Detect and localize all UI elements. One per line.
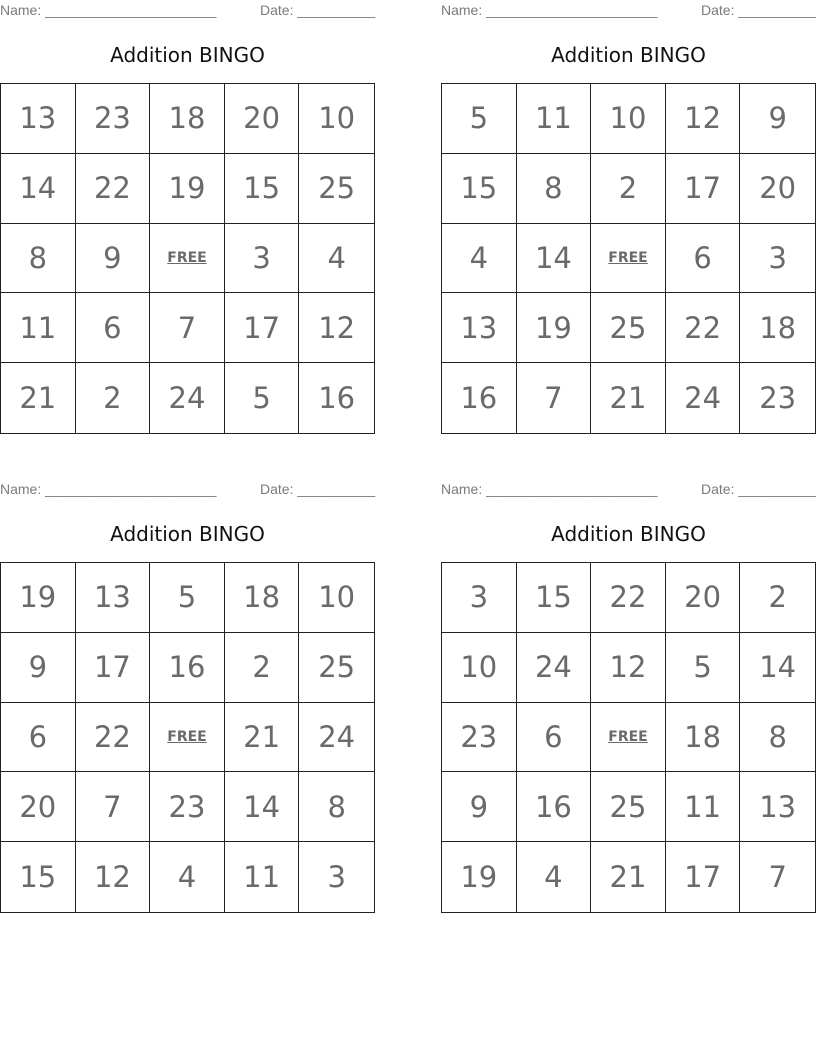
bingo-cell[interactable]: 16 <box>150 633 225 703</box>
bingo-cell[interactable]: 6 <box>1 703 76 773</box>
bingo-cell[interactable]: 4 <box>517 842 592 912</box>
bingo-cell[interactable]: 14 <box>225 772 300 842</box>
bingo-cell[interactable]: 6 <box>517 703 592 773</box>
bingo-cell[interactable]: 15 <box>225 154 300 224</box>
bingo-cell[interactable]: 18 <box>150 84 225 154</box>
bingo-grid <box>441 562 816 913</box>
bingo-cell[interactable]: 3 <box>225 224 300 294</box>
date-field-label: Date: __________ <box>701 481 816 497</box>
name-field-label: Name: ______________________ <box>0 481 217 497</box>
bingo-cell[interactable]: 10 <box>442 633 517 703</box>
name-field-label: Name: ______________________ <box>441 2 658 18</box>
bingo-cell[interactable]: 9 <box>1 633 76 703</box>
bingo-cell[interactable]: 13 <box>1 84 76 154</box>
bingo-cell[interactable]: 15 <box>442 154 517 224</box>
bingo-cell[interactable]: 10 <box>591 84 666 154</box>
bingo-cell[interactable]: 19 <box>1 563 76 633</box>
bingo-cell[interactable]: 19 <box>150 154 225 224</box>
bingo-cell[interactable]: 7 <box>76 772 151 842</box>
bingo-cell[interactable]: 5 <box>442 84 517 154</box>
bingo-cell[interactable]: 14 <box>1 154 76 224</box>
date-field-label: Date: __________ <box>260 481 376 497</box>
bingo-cell[interactable]: 3 <box>327 860 346 895</box>
bingo-cell[interactable]: 13 <box>442 293 517 363</box>
bingo-cell[interactable]: 9 <box>442 772 517 842</box>
bingo-cell[interactable]: 3 <box>442 563 517 633</box>
bingo-cell[interactable]: 21 <box>591 842 666 912</box>
free-space-cell[interactable]: FREE <box>591 703 666 773</box>
bingo-cell[interactable]: 8 <box>740 703 815 773</box>
card-title: Addition BINGO <box>110 43 265 67</box>
bingo-cell[interactable]: 18 <box>666 703 741 773</box>
bingo-cell[interactable]: 14 <box>740 633 815 703</box>
bingo-cell[interactable]: 17 <box>666 154 741 224</box>
bingo-cell[interactable]: 6 <box>76 293 151 363</box>
bingo-cell[interactable]: 13 <box>76 563 151 633</box>
bingo-card <box>0 0 375 430</box>
bingo-cell[interactable]: 8 <box>1 224 76 294</box>
card-title: Addition BINGO <box>551 43 706 67</box>
bingo-cell[interactable]: 4 <box>150 842 225 912</box>
free-space-cell[interactable]: FREE <box>150 224 225 294</box>
bingo-cell[interactable]: 11 <box>1 293 76 363</box>
bingo-card <box>0 479 375 909</box>
bingo-card <box>441 479 816 909</box>
bingo-cell[interactable]: 2 <box>740 563 815 633</box>
bingo-cell[interactable]: 21 <box>591 363 666 433</box>
bingo-cell[interactable]: 16 <box>318 381 356 416</box>
bingo-cell[interactable]: 9 <box>76 224 151 294</box>
bingo-cell[interactable]: 2 <box>76 363 151 433</box>
bingo-cell[interactable]: 15 <box>1 842 76 912</box>
bingo-cell[interactable]: 5 <box>666 633 741 703</box>
bingo-cell[interactable]: 11 <box>517 84 592 154</box>
bingo-cell[interactable]: 17 <box>225 293 300 363</box>
bingo-cell[interactable]: 25 <box>591 293 666 363</box>
bingo-cell[interactable]: 5 <box>225 363 300 433</box>
bingo-cell[interactable]: 15 <box>517 563 592 633</box>
bingo-cell[interactable]: 20 <box>740 154 815 224</box>
bingo-cell[interactable]: 20 <box>225 84 300 154</box>
bingo-cell[interactable]: 8 <box>517 154 592 224</box>
bingo-cell[interactable]: 23 <box>442 703 517 773</box>
bingo-cell[interactable]: 13 <box>740 772 815 842</box>
bingo-cell[interactable]: 7 <box>150 293 225 363</box>
bingo-cell[interactable]: 22 <box>666 293 741 363</box>
bingo-cell[interactable]: 12 <box>299 293 374 363</box>
bingo-cell[interactable]: 11 <box>225 842 300 912</box>
bingo-cell[interactable]: 23 <box>150 772 225 842</box>
bingo-cell[interactable]: 23 <box>759 381 797 416</box>
bingo-cell[interactable]: 19 <box>517 293 592 363</box>
bingo-cell[interactable]: 23 <box>76 84 151 154</box>
bingo-cell[interactable]: 4 <box>442 224 517 294</box>
bingo-cell[interactable]: 22 <box>76 154 151 224</box>
bingo-cell[interactable]: 12 <box>666 84 741 154</box>
bingo-cell[interactable]: 2 <box>225 633 300 703</box>
bingo-cell[interactable]: 21 <box>225 703 300 773</box>
bingo-cell[interactable]: 5 <box>150 563 225 633</box>
bingo-cell[interactable]: 25 <box>299 633 374 703</box>
bingo-cell[interactable]: 22 <box>76 703 151 773</box>
bingo-cell[interactable]: 20 <box>1 772 76 842</box>
bingo-cell[interactable]: 11 <box>666 772 741 842</box>
free-space-cell[interactable]: FREE <box>150 703 225 773</box>
bingo-cell[interactable]: 25 <box>299 154 374 224</box>
bingo-cell[interactable]: 16 <box>517 772 592 842</box>
card-title: Addition BINGO <box>110 522 265 546</box>
bingo-grid <box>0 83 375 434</box>
bingo-cell[interactable]: 17 <box>76 633 151 703</box>
free-space-cell[interactable]: FREE <box>591 224 666 294</box>
date-field-label: Date: __________ <box>260 2 376 18</box>
bingo-cell[interactable]: 18 <box>740 293 815 363</box>
card-title: Addition BINGO <box>551 522 706 546</box>
bingo-cell[interactable]: 24 <box>299 703 374 773</box>
bingo-cell[interactable]: 24 <box>517 633 592 703</box>
bingo-cell[interactable]: 24 <box>666 363 741 433</box>
bingo-cell[interactable]: 22 <box>591 563 666 633</box>
bingo-grid <box>0 562 375 913</box>
bingo-cell[interactable]: 16 <box>442 363 517 433</box>
bingo-cell[interactable]: 25 <box>591 772 666 842</box>
bingo-card <box>441 0 816 430</box>
bingo-cell[interactable]: 2 <box>591 154 666 224</box>
bingo-cell[interactable]: 12 <box>591 633 666 703</box>
bingo-cell[interactable]: 14 <box>517 224 592 294</box>
bingo-cell[interactable]: 19 <box>442 842 517 912</box>
bingo-cell[interactable]: 4 <box>299 224 374 294</box>
bingo-cell[interactable]: 21 <box>1 363 76 433</box>
bingo-cell[interactable]: 7 <box>768 860 787 895</box>
name-field-label: Name: ______________________ <box>0 2 217 18</box>
bingo-cell[interactable]: 9 <box>740 84 815 154</box>
date-field-label: Date: __________ <box>701 2 816 18</box>
bingo-cell[interactable]: 10 <box>299 84 374 154</box>
bingo-cell[interactable]: 12 <box>76 842 151 912</box>
bingo-cell[interactable]: 20 <box>666 563 741 633</box>
bingo-cell[interactable]: 7 <box>517 363 592 433</box>
bingo-cell[interactable]: 18 <box>225 563 300 633</box>
bingo-grid <box>441 83 816 434</box>
name-field-label: Name: ______________________ <box>441 481 658 497</box>
bingo-cell[interactable]: 24 <box>150 363 225 433</box>
bingo-cell[interactable]: 10 <box>299 563 374 633</box>
bingo-cell[interactable]: 3 <box>740 224 815 294</box>
bingo-cell[interactable]: 6 <box>666 224 741 294</box>
bingo-cell[interactable]: 17 <box>666 842 741 912</box>
bingo-cell[interactable]: 8 <box>299 772 374 842</box>
